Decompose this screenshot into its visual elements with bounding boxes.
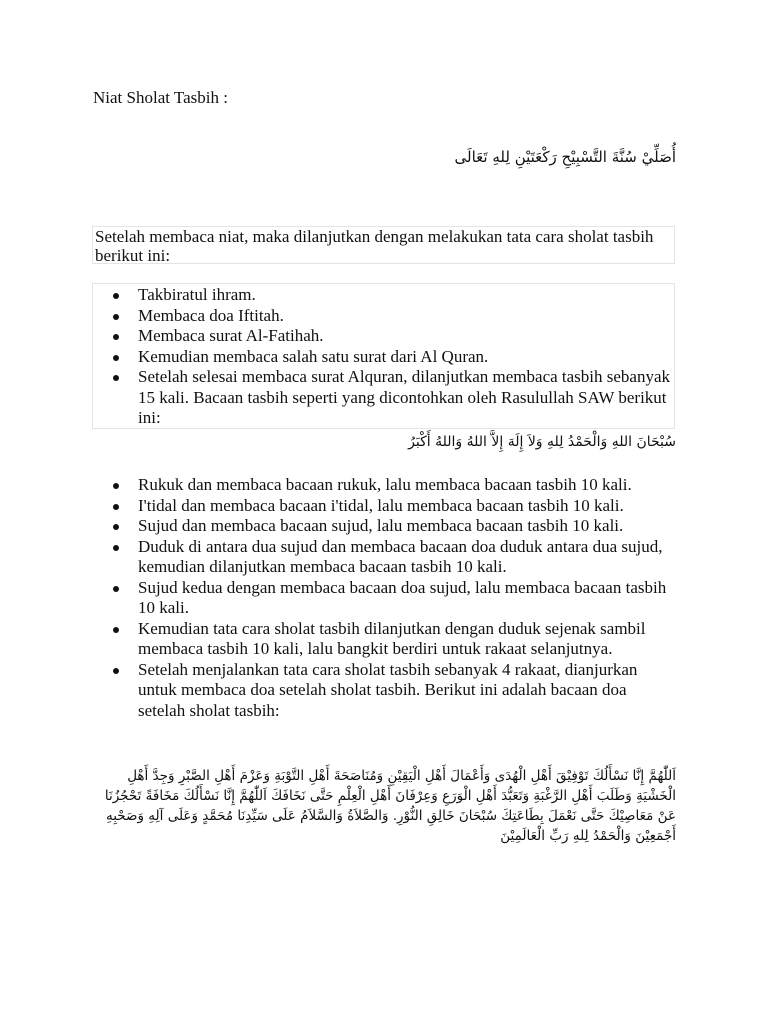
list-item: Membaca doa Iftitah. <box>92 306 676 327</box>
list-item: Setelah selesai membaca surat Alquran, dilanjutkan membaca tasbih sebanyak 15 kali. Bacaan tasbih seperti yang dicontohkan oleh Rasulullah SAW berikut ini: <box>92 367 676 429</box>
list-item: I'tidal dan membaca bacaan i'tidal, lalu membaca bacaan tasbih 10 kali. <box>92 496 676 517</box>
page-title: Niat Sholat Tasbih : <box>93 88 228 107</box>
list-item: Setelah menjalankan tata cara sholat tasbih sebanyak 4 rakaat, dianjurkan untuk membaca doa setelah sholat tasbih. Berikut ini adalah bacaan doa setelah sholat tasbih: <box>92 660 676 722</box>
steps-list-part2 <box>92 475 676 721</box>
steps-list-part1 <box>92 285 676 429</box>
list-item: Sujud dan membaca bacaan sujud, lalu membaca bacaan tasbih 10 kali. <box>92 516 676 537</box>
list-item: Membaca surat Al-Fatihah. <box>92 326 676 347</box>
list-item: Duduk di antara dua sujud dan membaca bacaan doa duduk antara dua sujud, kemudian dilanjutkan membaca bacaan tasbih 10 kali. <box>92 537 676 578</box>
list-item: Sujud kedua dengan membaca bacaan doa sujud, lalu membaca bacaan tasbih 10 kali. <box>92 578 676 619</box>
niat-arabic-text: أُصَلِّيْ سُنَّةَ التَّسْبِيْحِ رَكْعَتَيْنِ لِلهِ تَعَالَى <box>454 148 676 166</box>
list-item: Kemudian membaca salah satu surat dari Al Quran. <box>92 347 676 368</box>
intro-paragraph: Setelah membaca niat, maka dilanjutkan dengan melakukan tata cara sholat tasbih berikut ini: <box>92 226 675 264</box>
tasbih-arabic-text: سُبْحَانَ اللهِ وَالْحَمْدُ لِلهِ وَلاَ إِلَهَ إِلاَّ اللهُ وَاللهُ أَكْبَرُ <box>408 434 676 450</box>
list-item: Rukuk dan membaca bacaan rukuk, lalu membaca bacaan tasbih 10 kali. <box>92 475 676 496</box>
list-item: Takbiratul ihram. <box>92 285 676 306</box>
doa-arabic-text: اَللّٰهُمَّ إِنَّا نَسْأَلُكَ تَوْفِيْقَ أَهْلِ الْهُدَى وَأَعْمَالَ أَهْلِ الْيَقِيْنِ وَمُنَاصَحَةَ أَهْلِ التَّوْبَةِ وَعَزْمَ أَهْلِ الصَّبْرِ وَجِدَّ أَهْلِ الْخَشْيَةِ وَطَلَبَ أَهْلِ الرَّغْبَةِ وَتَعَبُّدَ أَهْلِ الْوَرَعِ وَعِرْفَانَ أَهْلِ الْعِلْمِ حَتَّى نَخَافَكَ اَللّٰهُمَّ إِنَّا نَسْأَلُكَ مَخَافَةً تَحْجُزُنَا عَنْ مَعَاصِيْكَ حَتَّى نَعْمَلَ بِطَاعَتِكَ سُبْحَانَ خَالِقِ النُّوْرِ. وَالصَّلاَةُ وَالسَّلاَمُ عَلَى سَيِّدِنَا مُحَمَّدٍ وَعَلَى آلِهِ وَصَحْبِهِ أَجْمَعِيْنَ وَالْحَمْدُ لِلهِ رَبِّ الْعَالَمِيْنَ <box>104 768 676 844</box>
list-item: Kemudian tata cara sholat tasbih dilanjutkan dengan duduk sejenak sambil membaca tasbih 10 kali, lalu bangkit berdiri untuk rakaat selanjutnya. <box>92 619 676 660</box>
